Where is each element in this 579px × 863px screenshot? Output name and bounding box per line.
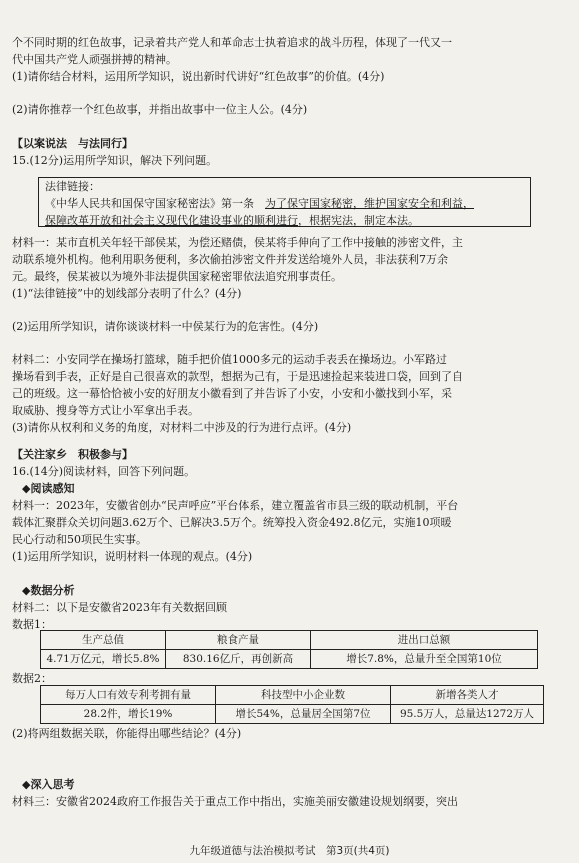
table-cell: 95.5万人，总量达1272万人 — [391, 705, 544, 724]
q15-material2-line-3: 己的班级。这一幕恰恰被小安的好朋友小徽看到了并告诉了小安，小安和小徽找到小军，采 — [12, 387, 452, 400]
q16-sub1: (1)运用所学知识，说明材料一体现的观点。(4分) — [12, 550, 253, 563]
law-link-box — [38, 177, 531, 227]
section-title-hometown: 【关注家乡 积极参与】 — [12, 448, 133, 461]
q15-material2-line-2: 操场看到手表，正好是自己很喜欢的款型，想据为己有，于是迅速捡起来装进口袋，回到了自 — [12, 370, 463, 383]
law-underlined-2: 保障改革开放和社会主义现代化建设事业的顺利进行 — [45, 214, 298, 227]
q15-sub2: (2)运用所学知识，请你谈谈材料一中侯某行为的危害性。(4分) — [12, 320, 319, 333]
intro-line-2: 代中国共产党人顽强拼搏的精神。 — [12, 53, 177, 66]
table-cell: 830.16亿斤，再创新高 — [166, 650, 311, 669]
data2-label: 数据2： — [12, 672, 52, 685]
q15-material1-line-2: 动联系境外机构。他利用职务便利，多次偷拍涉密文件并发送给境外人员，非法获利7万余 — [12, 253, 448, 266]
table-header-cell: 科技型中小企业数 — [216, 686, 391, 705]
law-name: 《中华人民共和国保守国家秘密法》第一条 — [45, 197, 265, 210]
q15-material1-line-1: 材料一：某市直机关年轻干部侯某，为偿还赌债，侯某将手伸向了工作中接触的涉密文件，主 — [12, 236, 463, 249]
law-link-line-2 — [45, 212, 524, 229]
table-header-cell: 每万人口有效专利考拥有量 — [41, 686, 216, 705]
q15-material2-line-1: 材料二：小安同学在操场打篮球，随手把价值1000多元的运动手表丢在操场边。小军路过 — [12, 353, 447, 366]
q16-material1-line-3: 民心行动和50项民生实事。 — [12, 533, 147, 546]
q15-material2-line-4: 取威胁、搜身等方式让小军拿出手表。 — [12, 404, 199, 417]
q14-sub2: (2)请你推荐一个红色故事，并指出故事中一位主人公。(4分) — [12, 103, 308, 116]
q16-material2-intro: 材料二：以下是安徽省2023年有关数据回顾 — [12, 601, 227, 614]
table-cell: 4.71万亿元，增长5.8% — [41, 650, 166, 669]
data2-table — [40, 685, 544, 724]
table-row — [41, 705, 544, 724]
data1-table — [40, 630, 538, 669]
q16-part1-title: ◆阅读感知 — [22, 482, 75, 495]
data1-label: 数据1： — [12, 618, 52, 631]
table-cell: 增长54%，总量居全国第7位 — [216, 705, 391, 724]
table-cell: 增长7.8%，总量升至全国第10位 — [311, 650, 538, 669]
law-underlined-1: 为了保守国家秘密，维护国家安全和利益， — [265, 197, 474, 210]
law-link-title: 法律链接： — [45, 180, 100, 193]
q15-sub1: (1)“法律链接”中的划线部分表明了什么？(4分) — [12, 287, 242, 300]
q14-sub1: (1)请你结合材料，运用所学知识，说出新时代讲好“红色故事”的价值。(4分) — [12, 70, 385, 83]
intro-line-1: 个不同时期的红色故事，记录着共产党人和革命志士执着追求的战斗历程，体现了一代又一 — [12, 36, 452, 49]
section-title-law: 【以案说法 与法同行】 — [12, 137, 133, 150]
q15-sub3: (3)请你从权利和义务的角度，对材料二中涉及的行为进行点评。(4分) — [12, 421, 352, 434]
table-row — [41, 631, 538, 650]
table-row — [41, 686, 544, 705]
q16-material1-line-1: 材料一：2023年，安徽省创办“民声呼应”平台体系，建立覆盖省市县三级的联动机制，平台 — [12, 499, 459, 512]
q16-sub2: (2)将两组数据关联，你能得出哪些结论？(4分) — [12, 727, 242, 740]
q16-part3-title: ◆深入思考 — [22, 778, 75, 791]
q16-head: 16.(14分)阅读材料，回答下列问题。 — [12, 465, 196, 478]
page-footer: 九年级道德与法治模拟考试 第3页(共4页) — [189, 845, 390, 857]
q16-material3-line-1: 材料三：安徽省2024政府工作报告关于重点工作中指出，实施美丽安徽建设规划纲要，突出 — [12, 795, 458, 808]
table-cell: 28.2件，增长19% — [41, 705, 216, 724]
table-header-cell: 新增各类人才 — [391, 686, 544, 705]
q16-part2-title: ◆数据分析 — [22, 584, 75, 597]
q16-material1-line-2: 载体汇聚群众关切问题3.62万个、已解决3.5万个。统筹投入资金492.8亿元，实施10项暖 — [12, 516, 452, 529]
table-header-cell: 进出口总额 — [311, 631, 538, 650]
table-header-cell: 生产总值 — [41, 631, 166, 650]
q15-material1-line-3: 元。最终，侯某被以为境外非法提供国家秘密罪依法追究刑事责任。 — [12, 270, 342, 283]
table-row — [41, 650, 538, 669]
law-link-line-1 — [45, 195, 524, 212]
law-tail: ，根据宪法，制定本法。 — [298, 214, 419, 227]
table-header-cell: 粮食产量 — [166, 631, 311, 650]
q15-head: 15.(12分)运用所学知识，解决下列问题。 — [12, 154, 218, 167]
